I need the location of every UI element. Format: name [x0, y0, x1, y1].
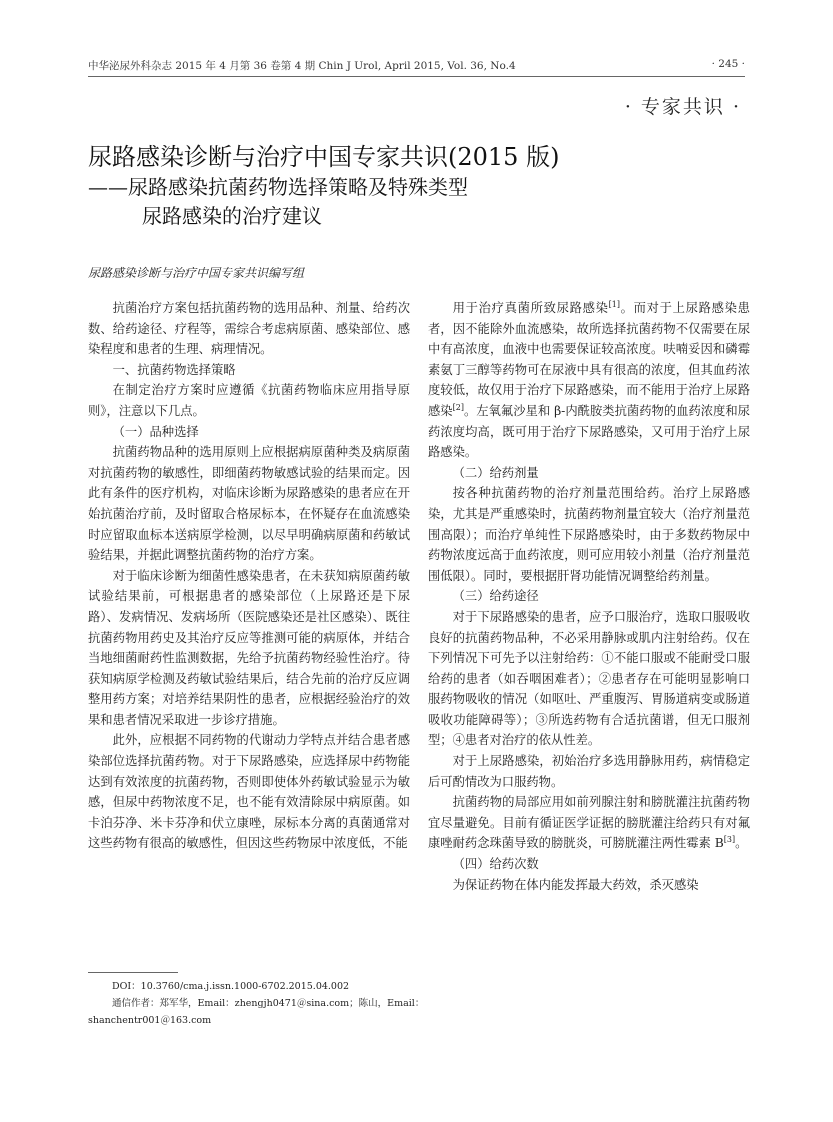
subsection-heading: （三）给药途径	[452, 589, 539, 604]
paragraph: 抗菌药物品种的选用原则上应根据病原菌种类及病原菌对抗菌药物的敏感性，即细菌药物敏感试验的结果而定。因此有条件的医疗机构，对临床诊断为尿路感染的患者应在开始抗菌治疗前，及时留取合格尿标本，在怀疑存在血流感染时应留取血标本送病原学检测，以尽早明确病原菌和药敏试验结果，并据此调整抗菌药物的治疗方案。	[88, 445, 410, 563]
reference-2[interactable]: [2]	[452, 402, 464, 412]
article-subtitle-line1: ——尿路感染抗菌药物选择策略及特殊类型	[88, 175, 468, 199]
paragraph: 此外，应根据不同药物的代谢动力学特点并结合患者感染部位选择抗菌药物。对于下尿路感染，应选择尿中药物能达到有效浓度的抗菌药物，否则即使体外药敏试验显示为敏感，但尿中药物浓度不足，也不能有效清除尿中病原菌。如卡泊芬净、米卡芬净和伏立康唑，尿标本分离的真菌通常对这些药物有很高的敏感性，但因这些药物尿中浓度低，不能	[88, 733, 410, 851]
paragraph: 为保证药物在体内能发挥最大药效，杀灭感染	[452, 877, 699, 892]
footnote-rule	[88, 972, 178, 973]
author-group: 尿路感染诊断与治疗中国专家共识编写组	[88, 266, 305, 280]
article-subtitle-line2: 尿路感染的治疗建议	[142, 204, 322, 228]
header-rule	[88, 76, 745, 77]
journal-citation: 中华泌尿外科杂志 2015 年 4 月第 36 卷第 4 期 Chin J Urol, April 2015, Vol. 36, No.4	[88, 60, 516, 72]
correspondence-line: 通信作者：郑军华，Email：zhengjh0471＠sina.com；陈山，Email：	[112, 998, 425, 1009]
left-column	[88, 298, 410, 854]
paragraph: 对于上尿路感染，初始治疗多选用静脉用药，病情稳定后可酌情改为口服药物。	[428, 754, 750, 789]
paragraph: 在制定治疗方案时应遵循《抗菌药物临床应用指导原则》，注意以下几点。	[88, 383, 410, 418]
subsection-heading: （四）给药次数	[452, 857, 539, 872]
section-heading: 一、抗菌药物选择策略	[112, 362, 236, 377]
running-header	[88, 58, 745, 76]
correspondence-email[interactable]: shanchentr001＠163.com	[88, 1015, 212, 1026]
page-number: · 245 ·	[711, 58, 745, 70]
section-tag: · 专家共识 ·	[624, 96, 741, 118]
reference-1[interactable]: [1]	[608, 299, 620, 309]
paragraph: 用于治疗真菌所致尿路感染[1]。而对于上尿路感染患者，因不能除外血流感染，故所选择抗菌药物不仅需要在尿中有高浓度，血液中也需要保证较高浓度。呋喃妥因和磷霉素氨丁三醇等药物可在尿液中具有很高的浓度，但其血药浓度较低，故仅用于治疗下尿路感染，而不能用于治疗上尿路感染[2]。左氧氟沙星和 β-内酰胺类抗菌药物的血药浓度和尿药浓度均高，既可用于治疗下尿路感染，又可用于治疗上尿路感染。	[428, 299, 750, 460]
reference-3[interactable]: [3]	[723, 835, 736, 845]
paragraph: 对于临床诊断为细菌性感染患者，在未获知病原菌药敏试验结果前，可根据患者的感染部位（上尿路还是下尿路）、发病情况、发病场所（医院感染还是社区感染）、既往抗菌药物用药史及其治疗反应等推测可能的病原体，并结合当地细菌耐药性监测数据，先给予抗菌药物经验性治疗。待获知病原学检测及药敏试验结果后，结合先前的治疗反应调整用药方案；对培养结果阴性的患者，应根据经验治疗的效果和患者情况采取进一步诊疗措施。	[88, 568, 410, 727]
footnotes	[88, 978, 425, 1029]
paragraph: 抗菌药物的局部应用如前列腺注射和膀胱灌注抗菌药物宜尽量避免。目前有循证医学证据的膀胱灌注给药只有对氟康唑耐药念珠菌导致的膀胱炎，可膀胱灌注两性霉素 B[3]。	[428, 795, 750, 851]
paragraph: 抗菌治疗方案包括抗菌药物的选用品种、剂量、给药次数、给药途径、疗程等，需综合考虑病原菌、感染部位、感染程度和患者的生理、病理情况。	[88, 301, 410, 357]
subsection-heading: （一）品种选择	[112, 424, 199, 439]
paragraph: 对于下尿路感染的患者，应予口服治疗，选取口服吸收良好的抗菌药物品种，不必采用静脉或肌内注射给药。仅在下列情况下可先予以注射给药：①不能口服或不能耐受口服给药的患者（如吞咽困难者）；②患者存在可能明显影响口服药物吸收的情况（如呕吐、严重腹泻、胃肠道病变或肠道吸收功能障碍等）；③所选药物有合适抗菌谱，但无口服剂型；④患者对治疗的依从性差。	[428, 609, 750, 748]
right-column	[428, 298, 750, 895]
doi-line[interactable]: DOI：10.3760/cma.j.issn.1000-6702.2015.04.002	[112, 981, 350, 992]
subsection-heading: （二）给药剂量	[452, 465, 539, 480]
paragraph: 按各种抗菌药物的治疗剂量范围给药。治疗上尿路感染，尤其是严重感染时，抗菌药物剂量宜较大（治疗剂量范围高限）；而治疗单纯性下尿路感染时，由于多数药物尿中药物浓度远高于血药浓度，则可应用较小剂量（治疗剂量范围低限）。同时，要根据肝肾功能情况调整给药剂量。	[428, 486, 750, 583]
article-title: 尿路感染诊断与治疗中国专家共识(2015 版)	[88, 143, 560, 171]
